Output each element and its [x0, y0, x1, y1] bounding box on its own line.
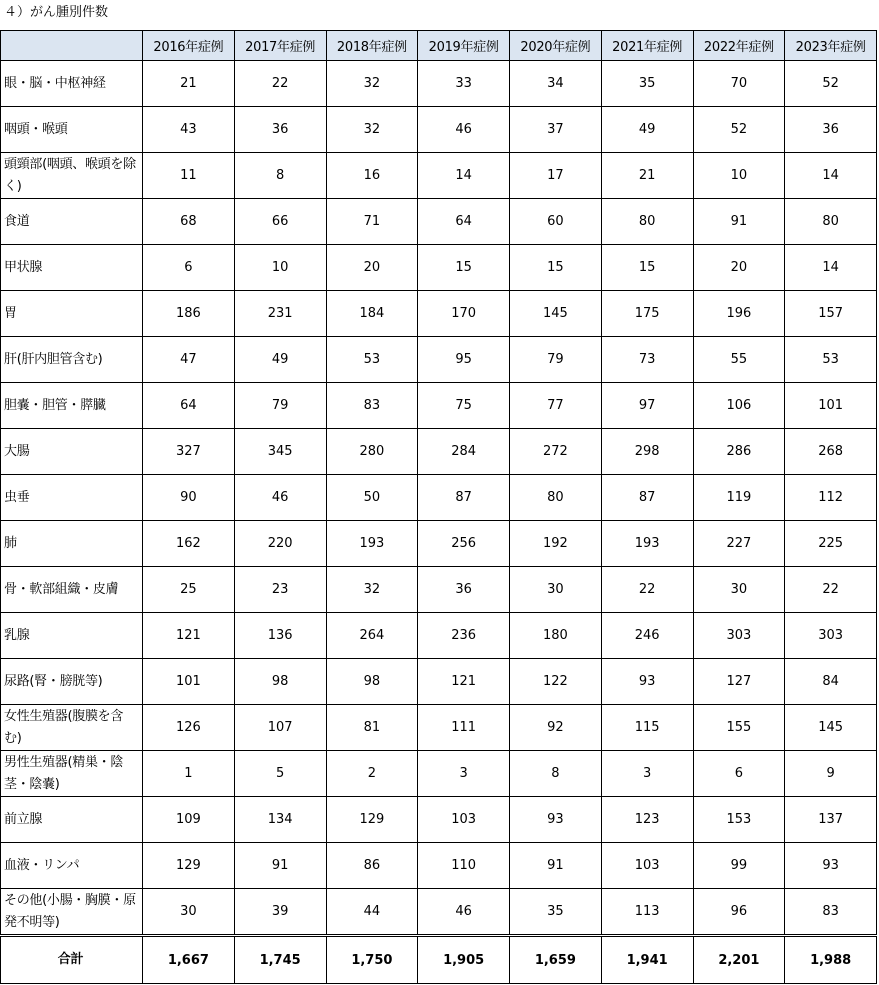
- count-cell: 52: [693, 107, 785, 153]
- count-cell: 34: [510, 61, 602, 107]
- count-cell: 91: [234, 843, 326, 889]
- count-cell: 90: [143, 475, 235, 521]
- total-value-cell: 1,659: [510, 936, 602, 984]
- count-cell: 70: [693, 61, 785, 107]
- count-cell: 268: [785, 429, 877, 475]
- count-cell: 107: [234, 705, 326, 751]
- count-cell: 22: [785, 567, 877, 613]
- year-header: 2022年症例: [693, 31, 785, 61]
- total-value-cell: 1,745: [234, 936, 326, 984]
- count-cell: 32: [326, 107, 418, 153]
- count-cell: 184: [326, 291, 418, 337]
- year-header: 2023年症例: [785, 31, 877, 61]
- count-cell: 32: [326, 61, 418, 107]
- cancer-type-label: 胆嚢・胆管・膵臓: [1, 383, 143, 429]
- count-cell: 231: [234, 291, 326, 337]
- count-cell: 110: [418, 843, 510, 889]
- count-cell: 47: [143, 337, 235, 383]
- count-cell: 162: [143, 521, 235, 567]
- count-cell: 66: [234, 199, 326, 245]
- count-cell: 97: [601, 383, 693, 429]
- count-cell: 83: [326, 383, 418, 429]
- count-cell: 129: [143, 843, 235, 889]
- count-cell: 83: [785, 889, 877, 936]
- count-cell: 303: [693, 613, 785, 659]
- count-cell: 49: [601, 107, 693, 153]
- count-cell: 53: [785, 337, 877, 383]
- count-cell: 170: [418, 291, 510, 337]
- count-cell: 14: [785, 245, 877, 291]
- cancer-type-label: 眼・脳・中枢神経: [1, 61, 143, 107]
- count-cell: 121: [143, 613, 235, 659]
- header-corner-cell: [1, 31, 143, 61]
- cancer-type-label: 女性生殖器(腹膜を含む): [1, 705, 143, 751]
- count-cell: 20: [326, 245, 418, 291]
- count-cell: 80: [601, 199, 693, 245]
- count-cell: 2: [326, 751, 418, 797]
- cancer-type-label: 骨・軟部組織・皮膚: [1, 567, 143, 613]
- count-cell: 145: [510, 291, 602, 337]
- count-cell: 101: [143, 659, 235, 705]
- table-row: [1, 475, 877, 521]
- count-cell: 71: [326, 199, 418, 245]
- total-value-cell: 2,201: [693, 936, 785, 984]
- count-cell: 1: [143, 751, 235, 797]
- count-cell: 153: [693, 797, 785, 843]
- table-row: [1, 567, 877, 613]
- table-row: [1, 245, 877, 291]
- count-cell: 15: [510, 245, 602, 291]
- count-cell: 93: [601, 659, 693, 705]
- count-cell: 236: [418, 613, 510, 659]
- count-cell: 86: [326, 843, 418, 889]
- cancer-type-label: 胃: [1, 291, 143, 337]
- count-cell: 80: [510, 475, 602, 521]
- count-cell: 8: [510, 751, 602, 797]
- cancer-type-count-table: [0, 30, 877, 984]
- total-row: [1, 936, 877, 984]
- cancer-type-label: 血液・リンパ: [1, 843, 143, 889]
- table-body: [1, 61, 877, 984]
- count-cell: 84: [785, 659, 877, 705]
- count-cell: 33: [418, 61, 510, 107]
- count-cell: 75: [418, 383, 510, 429]
- table-row: [1, 521, 877, 567]
- year-header: 2017年症例: [234, 31, 326, 61]
- count-cell: 10: [693, 153, 785, 199]
- cancer-type-label: その他(小腸・胸膜・原発不明等): [1, 889, 143, 936]
- count-cell: 136: [234, 613, 326, 659]
- count-cell: 272: [510, 429, 602, 475]
- count-cell: 225: [785, 521, 877, 567]
- count-cell: 193: [601, 521, 693, 567]
- count-cell: 36: [234, 107, 326, 153]
- count-cell: 129: [326, 797, 418, 843]
- count-cell: 91: [693, 199, 785, 245]
- table-row: [1, 337, 877, 383]
- count-cell: 137: [785, 797, 877, 843]
- count-cell: 127: [693, 659, 785, 705]
- total-value-cell: 1,988: [785, 936, 877, 984]
- count-cell: 123: [601, 797, 693, 843]
- count-cell: 246: [601, 613, 693, 659]
- count-cell: 145: [785, 705, 877, 751]
- count-cell: 227: [693, 521, 785, 567]
- table-row: [1, 843, 877, 889]
- count-cell: 8: [234, 153, 326, 199]
- count-cell: 298: [601, 429, 693, 475]
- count-cell: 113: [601, 889, 693, 936]
- count-cell: 6: [693, 751, 785, 797]
- count-cell: 99: [693, 843, 785, 889]
- cancer-type-label: 尿路(腎・膀胱等): [1, 659, 143, 705]
- count-cell: 96: [693, 889, 785, 936]
- count-cell: 77: [510, 383, 602, 429]
- count-cell: 98: [326, 659, 418, 705]
- count-cell: 122: [510, 659, 602, 705]
- total-label: 合計: [1, 936, 143, 984]
- count-cell: 101: [785, 383, 877, 429]
- count-cell: 81: [326, 705, 418, 751]
- table-row: [1, 751, 877, 797]
- count-cell: 5: [234, 751, 326, 797]
- count-cell: 180: [510, 613, 602, 659]
- count-cell: 20: [693, 245, 785, 291]
- count-cell: 32: [326, 567, 418, 613]
- count-cell: 93: [510, 797, 602, 843]
- count-cell: 30: [693, 567, 785, 613]
- count-cell: 95: [418, 337, 510, 383]
- count-cell: 193: [326, 521, 418, 567]
- count-cell: 49: [234, 337, 326, 383]
- total-value-cell: 1,905: [418, 936, 510, 984]
- cancer-type-label: 肺: [1, 521, 143, 567]
- count-cell: 9: [785, 751, 877, 797]
- table-row: [1, 797, 877, 843]
- count-cell: 22: [234, 61, 326, 107]
- count-cell: 112: [785, 475, 877, 521]
- count-cell: 186: [143, 291, 235, 337]
- count-cell: 55: [693, 337, 785, 383]
- table-row: [1, 61, 877, 107]
- count-cell: 103: [601, 843, 693, 889]
- count-cell: 87: [418, 475, 510, 521]
- count-cell: 64: [143, 383, 235, 429]
- count-cell: 15: [418, 245, 510, 291]
- table-row: [1, 199, 877, 245]
- year-header: 2020年症例: [510, 31, 602, 61]
- count-cell: 155: [693, 705, 785, 751]
- year-header: 2019年症例: [418, 31, 510, 61]
- count-cell: 30: [510, 567, 602, 613]
- count-cell: 115: [601, 705, 693, 751]
- count-cell: 46: [234, 475, 326, 521]
- cancer-type-label: 前立腺: [1, 797, 143, 843]
- count-cell: 280: [326, 429, 418, 475]
- count-cell: 10: [234, 245, 326, 291]
- count-cell: 91: [510, 843, 602, 889]
- count-cell: 35: [510, 889, 602, 936]
- count-cell: 52: [785, 61, 877, 107]
- table-row: [1, 659, 877, 705]
- count-cell: 37: [510, 107, 602, 153]
- count-cell: 196: [693, 291, 785, 337]
- count-cell: 106: [693, 383, 785, 429]
- count-cell: 68: [143, 199, 235, 245]
- count-cell: 220: [234, 521, 326, 567]
- count-cell: 53: [326, 337, 418, 383]
- cancer-type-label: 肝(肝内胆管含む): [1, 337, 143, 383]
- count-cell: 286: [693, 429, 785, 475]
- count-cell: 256: [418, 521, 510, 567]
- count-cell: 46: [418, 107, 510, 153]
- count-cell: 92: [510, 705, 602, 751]
- count-cell: 43: [143, 107, 235, 153]
- header-row: [1, 31, 877, 61]
- count-cell: 3: [601, 751, 693, 797]
- count-cell: 264: [326, 613, 418, 659]
- count-cell: 14: [418, 153, 510, 199]
- cancer-type-label: 男性生殖器(精巣・陰茎・陰嚢): [1, 751, 143, 797]
- count-cell: 303: [785, 613, 877, 659]
- table-row: [1, 889, 877, 936]
- year-header: 2021年症例: [601, 31, 693, 61]
- count-cell: 6: [143, 245, 235, 291]
- count-cell: 11: [143, 153, 235, 199]
- count-cell: 3: [418, 751, 510, 797]
- table-row: [1, 107, 877, 153]
- count-cell: 192: [510, 521, 602, 567]
- count-cell: 44: [326, 889, 418, 936]
- count-cell: 87: [601, 475, 693, 521]
- year-header: 2016年症例: [143, 31, 235, 61]
- section-title: ４）がん腫別件数: [4, 5, 109, 20]
- count-cell: 111: [418, 705, 510, 751]
- table-row: [1, 291, 877, 337]
- count-cell: 157: [785, 291, 877, 337]
- count-cell: 98: [234, 659, 326, 705]
- count-cell: 73: [601, 337, 693, 383]
- count-cell: 60: [510, 199, 602, 245]
- table-row: [1, 153, 877, 199]
- count-cell: 14: [785, 153, 877, 199]
- count-cell: 46: [418, 889, 510, 936]
- count-cell: 126: [143, 705, 235, 751]
- cancer-type-label: 乳腺: [1, 613, 143, 659]
- cancer-type-label: 大腸: [1, 429, 143, 475]
- cancer-type-label: 虫垂: [1, 475, 143, 521]
- count-cell: 93: [785, 843, 877, 889]
- count-cell: 36: [418, 567, 510, 613]
- total-value-cell: 1,941: [601, 936, 693, 984]
- total-value-cell: 1,750: [326, 936, 418, 984]
- count-cell: 35: [601, 61, 693, 107]
- count-cell: 327: [143, 429, 235, 475]
- cancer-type-label: 頭頸部(咽頭、喉頭を除く): [1, 153, 143, 199]
- count-cell: 23: [234, 567, 326, 613]
- count-cell: 39: [234, 889, 326, 936]
- count-cell: 121: [418, 659, 510, 705]
- count-cell: 25: [143, 567, 235, 613]
- table-row: [1, 613, 877, 659]
- count-cell: 345: [234, 429, 326, 475]
- count-cell: 79: [510, 337, 602, 383]
- count-cell: 175: [601, 291, 693, 337]
- count-cell: 16: [326, 153, 418, 199]
- count-cell: 30: [143, 889, 235, 936]
- count-cell: 64: [418, 199, 510, 245]
- count-cell: 284: [418, 429, 510, 475]
- count-cell: 103: [418, 797, 510, 843]
- count-cell: 36: [785, 107, 877, 153]
- count-cell: 21: [601, 153, 693, 199]
- year-header: 2018年症例: [326, 31, 418, 61]
- table-row: [1, 383, 877, 429]
- count-cell: 15: [601, 245, 693, 291]
- count-cell: 80: [785, 199, 877, 245]
- count-cell: 21: [143, 61, 235, 107]
- count-cell: 17: [510, 153, 602, 199]
- count-cell: 79: [234, 383, 326, 429]
- cancer-type-label: 咽頭・喉頭: [1, 107, 143, 153]
- total-value-cell: 1,667: [143, 936, 235, 984]
- table-row: [1, 705, 877, 751]
- count-cell: 119: [693, 475, 785, 521]
- count-cell: 134: [234, 797, 326, 843]
- count-cell: 50: [326, 475, 418, 521]
- cancer-type-label: 甲状腺: [1, 245, 143, 291]
- table-row: [1, 429, 877, 475]
- count-cell: 109: [143, 797, 235, 843]
- cancer-type-label: 食道: [1, 199, 143, 245]
- count-cell: 22: [601, 567, 693, 613]
